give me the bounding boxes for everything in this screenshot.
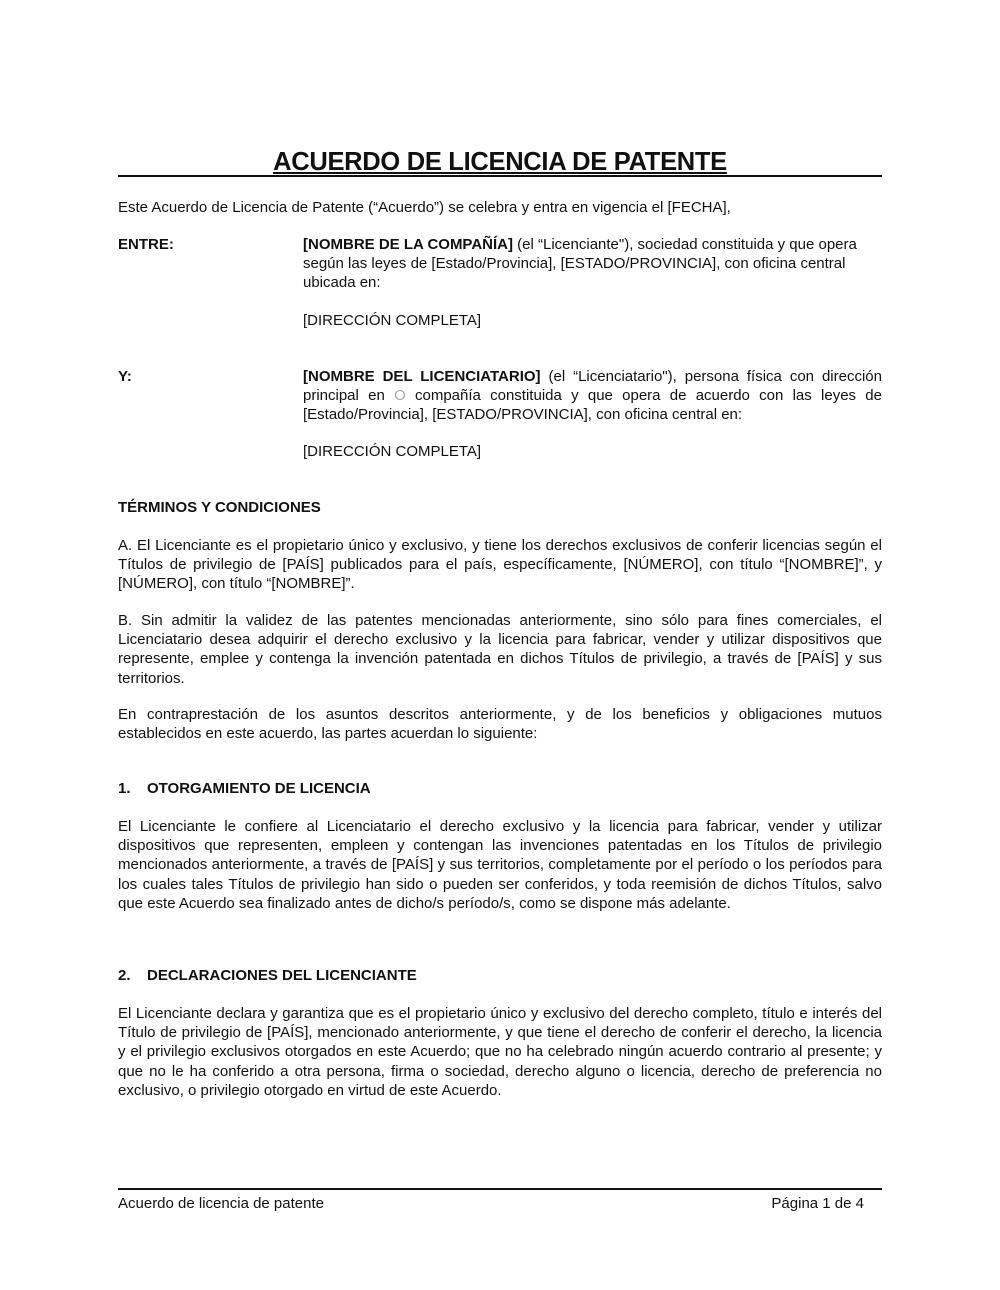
option-circle-icon: O [394, 387, 406, 405]
title-rule [118, 147, 882, 177]
document-title: ACUERDO DE LICENCIA DE PATENTE [273, 148, 727, 176]
licensee-party-block [303, 367, 882, 425]
section-2-body: El Licenciante declara y garantiza que es el propietario único y exclusivo del derecho completo, título e interés del Título de privilegio de [PAÍS], mencionado anteriormente, y que tiene el derecho de conferir el derecho, la licencia y el privilegio exclusivos otorgados en este Acuerdo; que no ha celebrado ningún acuerdo contrario al presente; y que no le ha conferido a otra persona, firma o sociedad, derecho alguno o licencia, derecho de preferencia no exclusivo, o privilegio otorgado en virtud de este Acuerdo. [118, 1005, 882, 1099]
licensee-description-start: (el “Licenciatario"), persona física con dirección principal en [303, 368, 882, 405]
licensor-name: [NOMBRE DE LA COMPAÑÍA] [303, 236, 513, 253]
section-1-body: El Licenciante le confiere al Licenciatario el derecho exclusivo y la licencia para fabricar, vender y utilizar dispositivos que representen, empleen y contengan las invenciones patentadas en los Títulos de privilegio mencionados anteriormente, a través de [PAÍS] y sus territorios, completamente por el período o los períodos para los cuales tales Títulos de privilegio han sido o pueden ser conferidos, y toda reemisión de dichos Títulos, salvo que este Acuerdo sea finalizado antes de dicho/s período/s, como se dispone más adelante. [118, 818, 882, 912]
section-1-number: 1. [118, 780, 131, 797]
recital-a: A. El Licenciante es el propietario único y exclusivo, y tiene los derechos exclusivos de conferir licencias según el Títulos de privilegio de [PAÍS] publicados para el país, específicamente, [NÚMERO], con título “[NOMBRE]”, y [NÚMERO], con título “[NOMBRE]”. [118, 537, 882, 593]
party-label-and: Y: [118, 368, 132, 385]
section-2-heading [118, 966, 417, 985]
licensor-address: [DIRECCIÓN COMPLETA] [303, 312, 482, 329]
party-label-between: ENTRE: [118, 236, 174, 253]
footer-document-name: Acuerdo de licencia de patente [118, 1195, 324, 1212]
section-1-heading [118, 779, 371, 798]
terms-heading: TÉRMINOS Y CONDICIONES [118, 499, 321, 516]
licensor-party-block [303, 235, 882, 293]
consideration-paragraph: En contraprestación de los asuntos descritos anteriormente, y de los beneficios y obligaciones mutuos establecidos en este acuerdo, las partes acuerdan lo siguiente: [118, 706, 882, 743]
licensee-name: [NOMBRE DEL LICENCIATARIO] [303, 368, 541, 385]
section-2-title: DECLARACIONES DEL LICENCIANTE [147, 967, 417, 984]
licensee-description-end: compañía constituida y que opera de acuerdo con las leyes de [Estado/Provincia], [ESTADO/PROVINCIA], con oficina central en: [303, 387, 882, 424]
section-2-number: 2. [118, 967, 131, 984]
licensee-address: [DIRECCIÓN COMPLETA] [303, 443, 482, 460]
section-1-title: OTORGAMIENTO DE LICENCIA [147, 780, 371, 797]
intro-paragraph: Este Acuerdo de Licencia de Patente (“Acuerdo”) se celebra y entra en vigencia el [FECHA], [118, 199, 731, 216]
footer-divider [118, 1188, 882, 1190]
recital-b: B. Sin admitir la validez de las patentes mencionadas anteriormente, sino sólo para fines comerciales, el Licenciatario desea adquirir el derecho exclusivo y la licencia para fabricar, vender y utilizar dispositivos que represente, emplee y contenga la invención patentada en dichos Títulos de privilegio, a través de [PAÍS] y sus territorios. [118, 612, 882, 687]
licensor-description: (el “Licenciante"), sociedad constituida y que opera según las leyes de [Estado/Provincia], [ESTADO/PROVINCIA], con oficina central ubicada en: [303, 236, 857, 292]
footer-page-number: Página 1 de 4 [771, 1195, 864, 1212]
